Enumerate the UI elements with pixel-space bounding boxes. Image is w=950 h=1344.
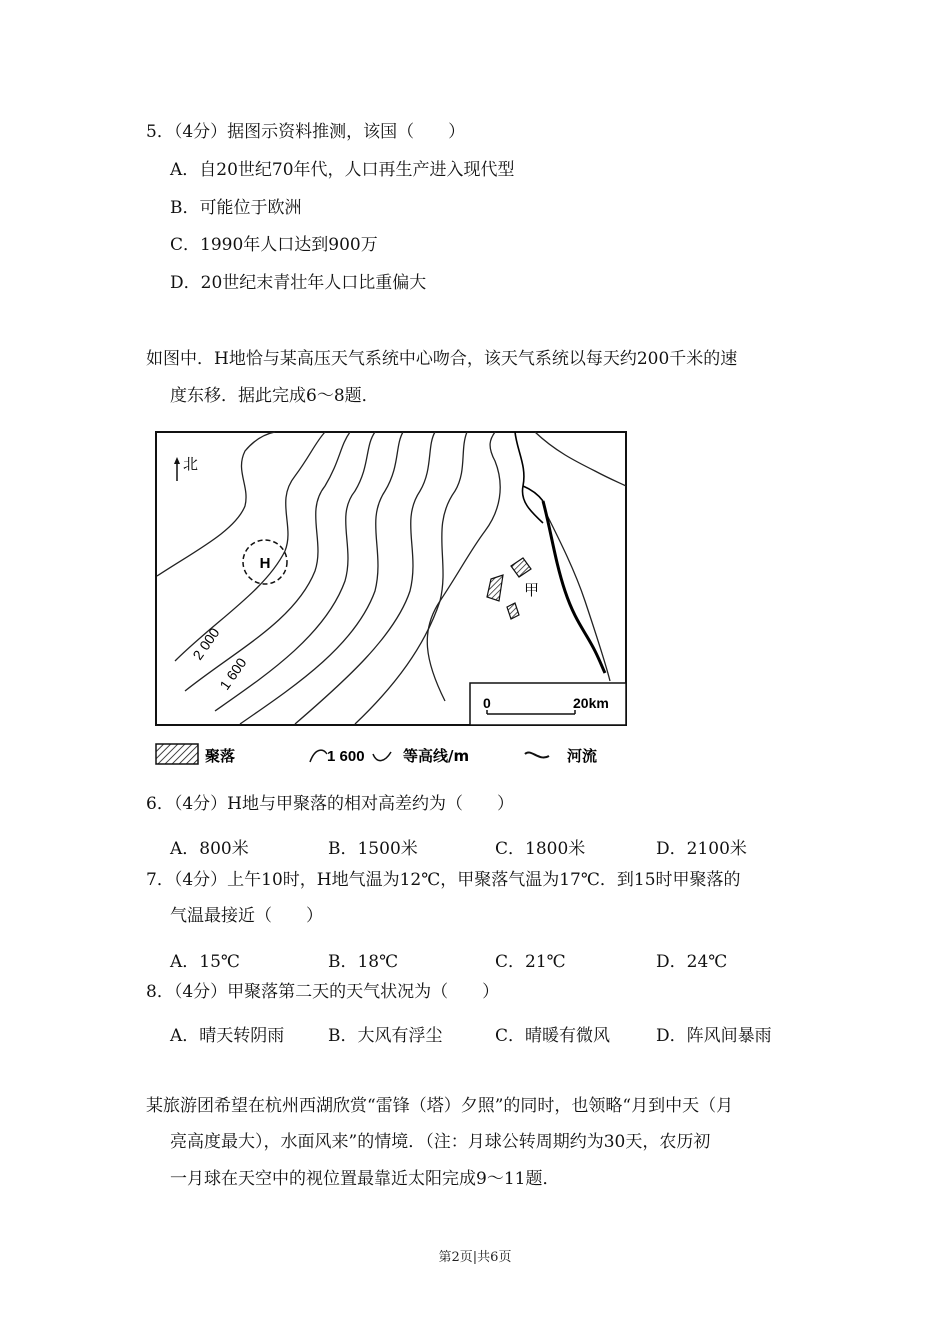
page-footer: 第2页|共6页 (438, 1250, 512, 1265)
q8-option-d: D．阵风间暴雨 (656, 1026, 772, 1046)
q8-stem: 8．（4分）甲聚落第二天的天气状况为（ ） (146, 982, 500, 1002)
q6-option-b: B．1500米 (328, 839, 418, 859)
q7-option-c: C．21℃ (495, 952, 566, 972)
legend-contour-sample-line (310, 750, 327, 762)
high-pressure-label: H (259, 555, 271, 572)
q7-option-d: D．24℃ (656, 952, 728, 972)
intro-9-11-line3: 一月球在天空中的视位置最靠近太阳完成9～11题． (170, 1169, 560, 1189)
contour-map (155, 431, 627, 726)
legend-contour-sample: 1 600 (327, 748, 365, 765)
q5-stem: 5．（4分）据图示资料推测，该国（ ） (146, 122, 466, 142)
q7-stem-line2: 气温最接近（ ） (170, 906, 323, 926)
q5-option-d: D．20世纪末青壮年人口比重偏大 (170, 273, 427, 293)
q5-option-b: B．可能位于欧洲 (170, 198, 302, 218)
legend-river-line (525, 752, 549, 757)
q6-option-a: A．800米 (170, 839, 249, 859)
q5-option-a: A．自20世纪70年代，人口再生产进入现代型 (170, 160, 515, 180)
q8-option-c: C．晴暖有微风 (495, 1026, 611, 1046)
q6-option-d: D．2100米 (656, 839, 747, 859)
q7-option-a: A．15℃ (170, 952, 240, 972)
scale-end: 20km (573, 695, 609, 711)
legend-river-label: 河流 (567, 747, 598, 765)
q5-option-c: C．1990年人口达到900万 (170, 235, 378, 255)
q8-option-b: B．大风有浮尘 (328, 1026, 443, 1046)
scale-start: 0 (483, 695, 491, 711)
intro-6-8-line2: 度东移．据此完成6～8题． (170, 386, 379, 406)
intro-6-8-line1: 如图中．H地恰与某高压天气系统中心吻合，该天气系统以每天约200千米的速 (146, 349, 738, 369)
settlement-label: 甲 (524, 581, 540, 599)
legend-settlement-swatch (156, 744, 198, 764)
intro-9-11-line1: 某旅游团希望在杭州西湖欣赏“雷锋（塔）夕照”的同时，也领略“月到中天（月 (146, 1096, 734, 1116)
q7-stem-line1: 7．（4分）上午10时，H地气温为12℃，甲聚落气温为17℃．到15时甲聚落的 (146, 870, 741, 890)
contour-label-2000: 2 000 (189, 624, 223, 663)
intro-9-11-line2: 亮高度最大），水面风来”的情境．（注：月球公转周期约为30天，农历初 (170, 1132, 711, 1152)
q8-option-a: A．晴天转阴雨 (170, 1026, 285, 1046)
q7-option-b: B．18℃ (328, 952, 399, 972)
legend-settlement-label: 聚落 (205, 747, 236, 765)
contour-label-1600: 1 600 (216, 654, 250, 693)
north-label: 北 (183, 455, 199, 473)
map-legend (155, 738, 627, 774)
legend-contour-label: 等高线/m (403, 747, 470, 765)
q6-stem: 6．（4分）H地与甲聚落的相对高差约为（ ） (146, 794, 514, 814)
q6-option-c: C．1800米 (495, 839, 586, 859)
